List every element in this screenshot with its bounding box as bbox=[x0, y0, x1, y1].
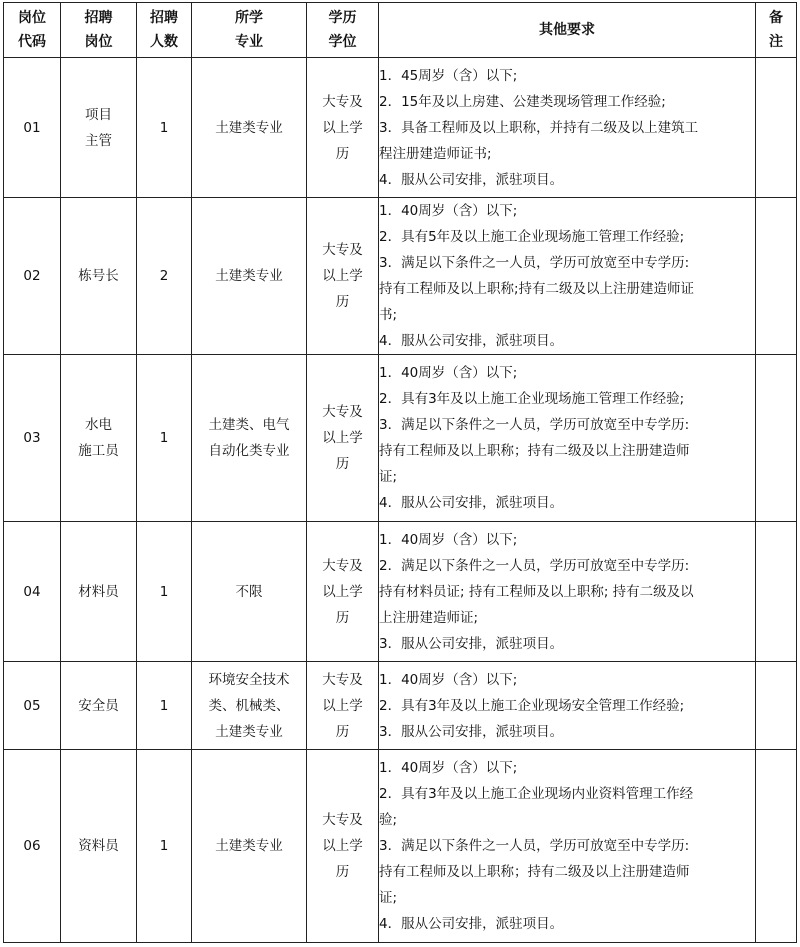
cell-code: 04 bbox=[4, 522, 61, 662]
cell-code: 03 bbox=[4, 355, 61, 522]
cell-remarks bbox=[756, 355, 797, 522]
cell-position: 资料员 bbox=[61, 750, 137, 943]
cell-requirements: 1．40周岁（含）以下; 2．具有3年及以上施工企业现场施工管理工作经验; 3．满足以下条件之一人员，学历可放宽至中专学历: 持有工程师及以上职称；持有二级及以上注册建造师 证; 4．服从公司安排，派驻项目。 bbox=[379, 355, 756, 522]
cell-degree: 大专及 以上学 历 bbox=[307, 198, 379, 355]
header-requirements: 其他要求 bbox=[379, 3, 756, 58]
header-major: 所学 专业 bbox=[192, 3, 307, 58]
cell-degree: 大专及 以上学 历 bbox=[307, 750, 379, 943]
cell-major: 土建类专业 bbox=[192, 198, 307, 355]
cell-requirements: 1．40周岁（含）以下; 2．具有5年及以上施工企业现场施工管理工作经验; 3．满足以下条件之一人员，学历可放宽至中专学历: 持有工程师及以上职称;持有二级及以上注册建造师证 书; 4．服从公司安排，派驻项目。 bbox=[379, 198, 756, 355]
recruitment-table bbox=[3, 2, 797, 943]
cell-remarks bbox=[756, 750, 797, 943]
cell-count: 2 bbox=[137, 198, 192, 355]
cell-remarks bbox=[756, 522, 797, 662]
table-row bbox=[4, 355, 797, 522]
cell-code: 05 bbox=[4, 662, 61, 750]
cell-count: 1 bbox=[137, 355, 192, 522]
cell-code: 02 bbox=[4, 198, 61, 355]
cell-count: 1 bbox=[137, 58, 192, 198]
table-row bbox=[4, 198, 797, 355]
header-code: 岗位 代码 bbox=[4, 3, 61, 58]
cell-major: 土建类、电气 自动化类专业 bbox=[192, 355, 307, 522]
cell-remarks bbox=[756, 662, 797, 750]
cell-count: 1 bbox=[137, 522, 192, 662]
header-position: 招聘 岗位 bbox=[61, 3, 137, 58]
cell-requirements: 1．40周岁（含）以下; 2．具有3年及以上施工企业现场安全管理工作经验; 3．服从公司安排，派驻项目。 bbox=[379, 662, 756, 750]
cell-degree: 大专及 以上学 历 bbox=[307, 355, 379, 522]
cell-major: 土建类专业 bbox=[192, 58, 307, 198]
cell-major: 环境安全技术 类、机械类、 土建类专业 bbox=[192, 662, 307, 750]
cell-position: 栋号长 bbox=[61, 198, 137, 355]
header-row bbox=[4, 3, 797, 58]
cell-requirements: 1．40周岁（含）以下; 2．具有3年及以上施工企业现场内业资料管理工作经 验; 3．满足以下条件之一人员，学历可放宽至中专学历: 持有工程师及以上职称；持有二级及以上注册建造师 证; 4．服从公司安排，派驻项目。 bbox=[379, 750, 756, 943]
cell-remarks bbox=[756, 198, 797, 355]
header-degree: 学历 学位 bbox=[307, 3, 379, 58]
table-row bbox=[4, 522, 797, 662]
table-row bbox=[4, 750, 797, 943]
header-count: 招聘 人数 bbox=[137, 3, 192, 58]
cell-code: 01 bbox=[4, 58, 61, 198]
cell-count: 1 bbox=[137, 750, 192, 943]
cell-count: 1 bbox=[137, 662, 192, 750]
cell-degree: 大专及 以上学 历 bbox=[307, 662, 379, 750]
cell-requirements: 1．45周岁（含）以下; 2．15年及以上房建、公建类现场管理工作经验; 3．具备工程师及以上职称，并持有二级及以上建筑工 程注册建造师证书; 4．服从公司安排，派驻项目。 bbox=[379, 58, 756, 198]
cell-remarks bbox=[756, 58, 797, 198]
cell-requirements: 1．40周岁（含）以下; 2．满足以下条件之一人员，学历可放宽至中专学历: 持有材料员证; 持有工程师及以上职称; 持有二级及以 上注册建造师证; 3．服从公司安排，派驻项目。 bbox=[379, 522, 756, 662]
cell-major: 土建类专业 bbox=[192, 750, 307, 943]
table-row bbox=[4, 58, 797, 198]
cell-degree: 大专及 以上学 历 bbox=[307, 522, 379, 662]
cell-degree: 大专及 以上学 历 bbox=[307, 58, 379, 198]
table-row bbox=[4, 662, 797, 750]
cell-major: 不限 bbox=[192, 522, 307, 662]
cell-position: 水电 施工员 bbox=[61, 355, 137, 522]
cell-code: 06 bbox=[4, 750, 61, 943]
cell-position: 安全员 bbox=[61, 662, 137, 750]
cell-position: 材料员 bbox=[61, 522, 137, 662]
header-remarks: 备 注 bbox=[756, 3, 797, 58]
cell-position: 项目 主管 bbox=[61, 58, 137, 198]
